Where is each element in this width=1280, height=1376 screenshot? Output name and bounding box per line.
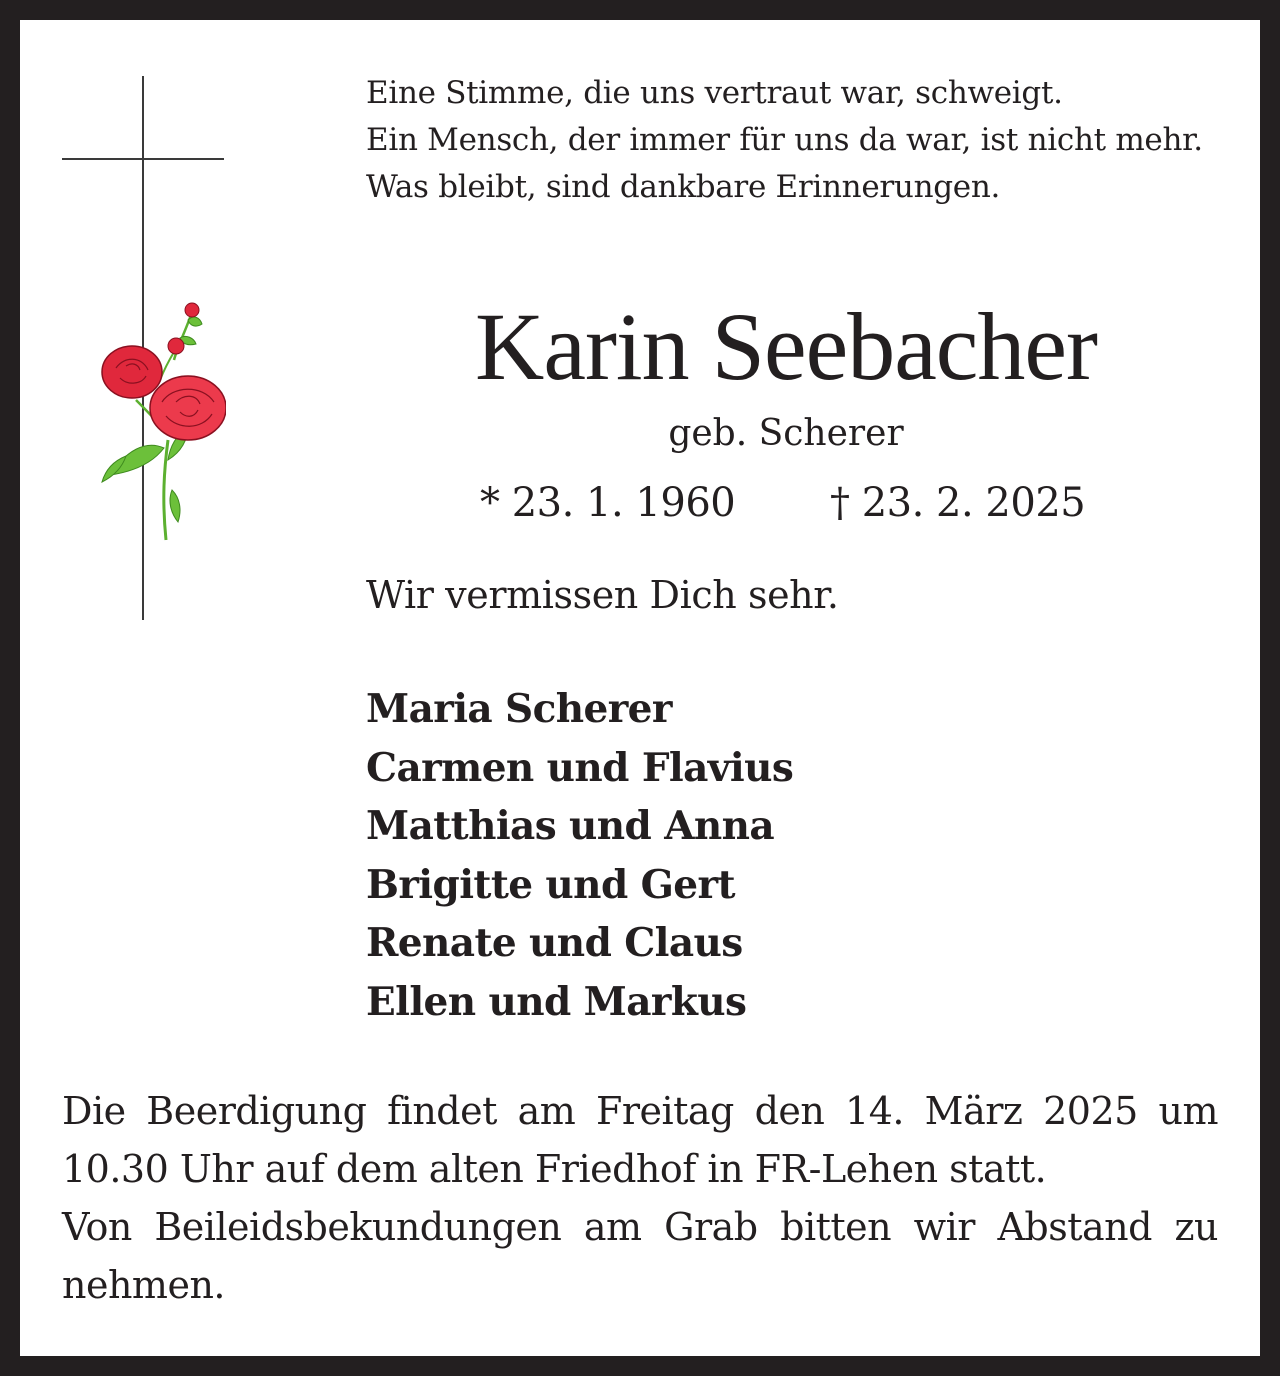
- mourner-name: Carmen und Flavius: [366, 744, 794, 791]
- obituary-card: [20, 20, 1260, 1356]
- maiden-name: geb. Scherer: [668, 413, 904, 454]
- mourner-name: Renate und Claus: [366, 920, 743, 966]
- quote-line: Ein Mensch, der immer für uns da war, ist nicht mehr.: [366, 122, 1203, 158]
- mourner-name: Ellen und Markus: [366, 978, 747, 1025]
- mourner-name: Matthias und Anna: [366, 803, 775, 849]
- memorial-quote: [366, 70, 1203, 211]
- quote-line: Eine Stimme, die uns vertraut war, schweigt.: [366, 75, 1063, 111]
- birth-date: * 23. 1. 1960: [480, 480, 736, 526]
- funeral-details: Die Beerdigung findet am Freitag den 14. März 2025 um 10.30 Uhr auf dem alten Friedhof in FR-Lehen statt.: [62, 1089, 1218, 1191]
- condolence-request: Von Beileidsbekundungen am Grab bitten wir Abstand zu nehmen.: [62, 1205, 1218, 1307]
- funeral-notice: [62, 1082, 1218, 1314]
- deceased-name: Karin Seebacher: [475, 293, 1097, 400]
- memorial-message: Wir vermissen Dich sehr.: [366, 573, 839, 617]
- rose-icon: [76, 290, 226, 550]
- mourners-list: [366, 680, 793, 1031]
- mourner-name: Maria Scherer: [366, 686, 672, 732]
- cross-icon-crossbar: [62, 158, 224, 160]
- death-date: † 23. 2. 2025: [830, 480, 1086, 526]
- quote-line: Was bleibt, sind dankbare Erinnerungen.: [366, 169, 1001, 205]
- mourner-name: Brigitte und Gert: [366, 861, 735, 908]
